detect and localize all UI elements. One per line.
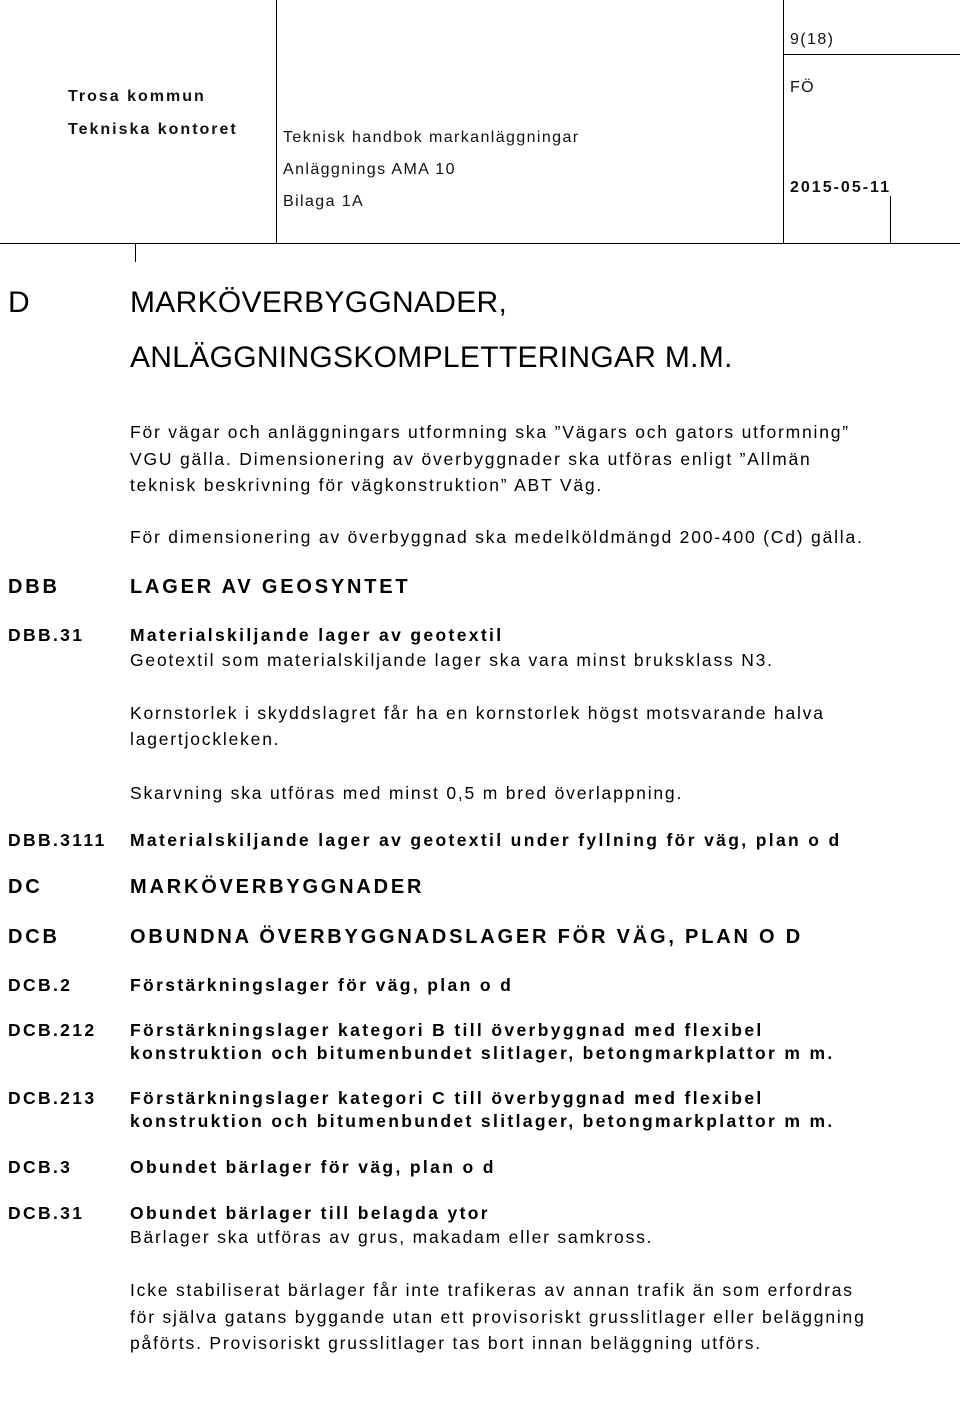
header-page-cell-line [783, 54, 960, 55]
section-heading-dcb-2: Förstärkningslager för väg, plan o d [130, 975, 514, 995]
section-code-dc: DC [8, 876, 43, 898]
section-heading-dcb-213: Förstärkningslager kategori C till överbyggnad med flexibel [130, 1088, 764, 1108]
section-heading-dcb-213: konstruktion och bitumenbundet slitlager, betongmarkplattor m m. [130, 1111, 835, 1131]
intro-line: För vägar och anläggningars utformning ska ”Vägars och gators utformning” [130, 422, 850, 442]
section-code-dcb-212: DCB.212 [8, 1020, 97, 1040]
header-bottom-line [0, 243, 960, 244]
section-heading-dbb-3111: Materialskiljande lager av geotextil under fyllning för väg, plan o d [130, 830, 842, 850]
section-heading-dbb-31: Materialskiljande lager av geotextil [130, 625, 504, 645]
header-tick [135, 243, 136, 262]
department: Tekniska kontoret [68, 121, 238, 138]
body-text: Geotextil som materialskiljande lager ska vara minst bruksklass N3. [130, 650, 774, 670]
body-text: Skarvning ska utföras med minst 0,5 m bred överlappning. [130, 783, 684, 803]
section-heading-dc: MARKÖVERBYGGNADER [130, 876, 425, 898]
header-divider-right [783, 0, 784, 243]
section-code-dcb-3: DCB.3 [8, 1157, 73, 1177]
section-heading-dcb-31: Obundet bärlager till belagda ytor [130, 1203, 490, 1223]
section-code-dcb-31: DCB.31 [8, 1203, 85, 1223]
section-heading-dcb-212: konstruktion och bitumenbundet slitlager, betongmarkplattor m m. [130, 1043, 835, 1063]
chapter-title-line1: MARKÖVERBYGGNADER, [130, 286, 508, 319]
body-text: Bärlager ska utföras av grus, makadam eller samkross. [130, 1227, 654, 1247]
body-text: för själva gatans byggande utan ett provisoriskt grusslitlager eller beläggning [130, 1307, 866, 1327]
attachment: Bilaga 1A [283, 193, 365, 210]
section-code-dbb: DBB [8, 576, 60, 598]
section-heading-dcb-212: Förstärkningslager kategori B till överbyggnad med flexibel [130, 1020, 764, 1040]
author-initials: FÖ [790, 79, 816, 96]
handbook-title: Teknisk handbok markanläggningar [283, 129, 580, 146]
body-text: lagertjockleken. [130, 729, 281, 749]
section-code-dbb-3111: DBB.3111 [8, 830, 107, 850]
intro-line: teknisk beskrivning för vägkonstruktion” ABT Väg. [130, 475, 604, 495]
body-text: Icke stabiliserat bärlager får inte trafikeras av annan trafik än som erfordras [130, 1280, 854, 1300]
section-code-dbb-31: DBB.31 [8, 625, 85, 645]
chapter-title-line2: ANLÄGGNINGSKOMPLETTERINGAR M.M. [130, 341, 733, 374]
organization: Trosa kommun [68, 88, 206, 105]
header-date-cell-line [890, 196, 891, 243]
body-text: Kornstorlek i skyddslagret får ha en kornstorlek högst motsvarande halva [130, 703, 825, 723]
section-heading-dcb-3: Obundet bärlager för väg, plan o d [130, 1157, 496, 1177]
section-heading-dbb: LAGER AV GEOSYNTET [130, 576, 411, 598]
intro-dimensioning: För dimensionering av överbyggnad ska medelköldmängd 200-400 (Cd) gälla. [130, 527, 864, 547]
section-code-dcb-2: DCB.2 [8, 975, 73, 995]
page-number: 9(18) [790, 31, 835, 48]
reference: Anläggnings AMA 10 [283, 161, 456, 178]
section-code-dcb: DCB [8, 926, 60, 948]
section-heading-dcb: OBUNDNA ÖVERBYGGNADSLAGER FÖR VÄG, PLAN O D [130, 926, 804, 948]
chapter-code: D [8, 286, 30, 319]
section-code-dcb-213: DCB.213 [8, 1088, 97, 1108]
header-divider-left [276, 0, 277, 243]
body-text: påförts. Provisoriskt grusslitlager tas bort innan beläggning utförs. [130, 1333, 762, 1353]
document-date: 2015-05-11 [790, 179, 891, 196]
intro-line: VGU gälla. Dimensionering av överbyggnader ska utföras enligt ”Allmän [130, 449, 812, 469]
